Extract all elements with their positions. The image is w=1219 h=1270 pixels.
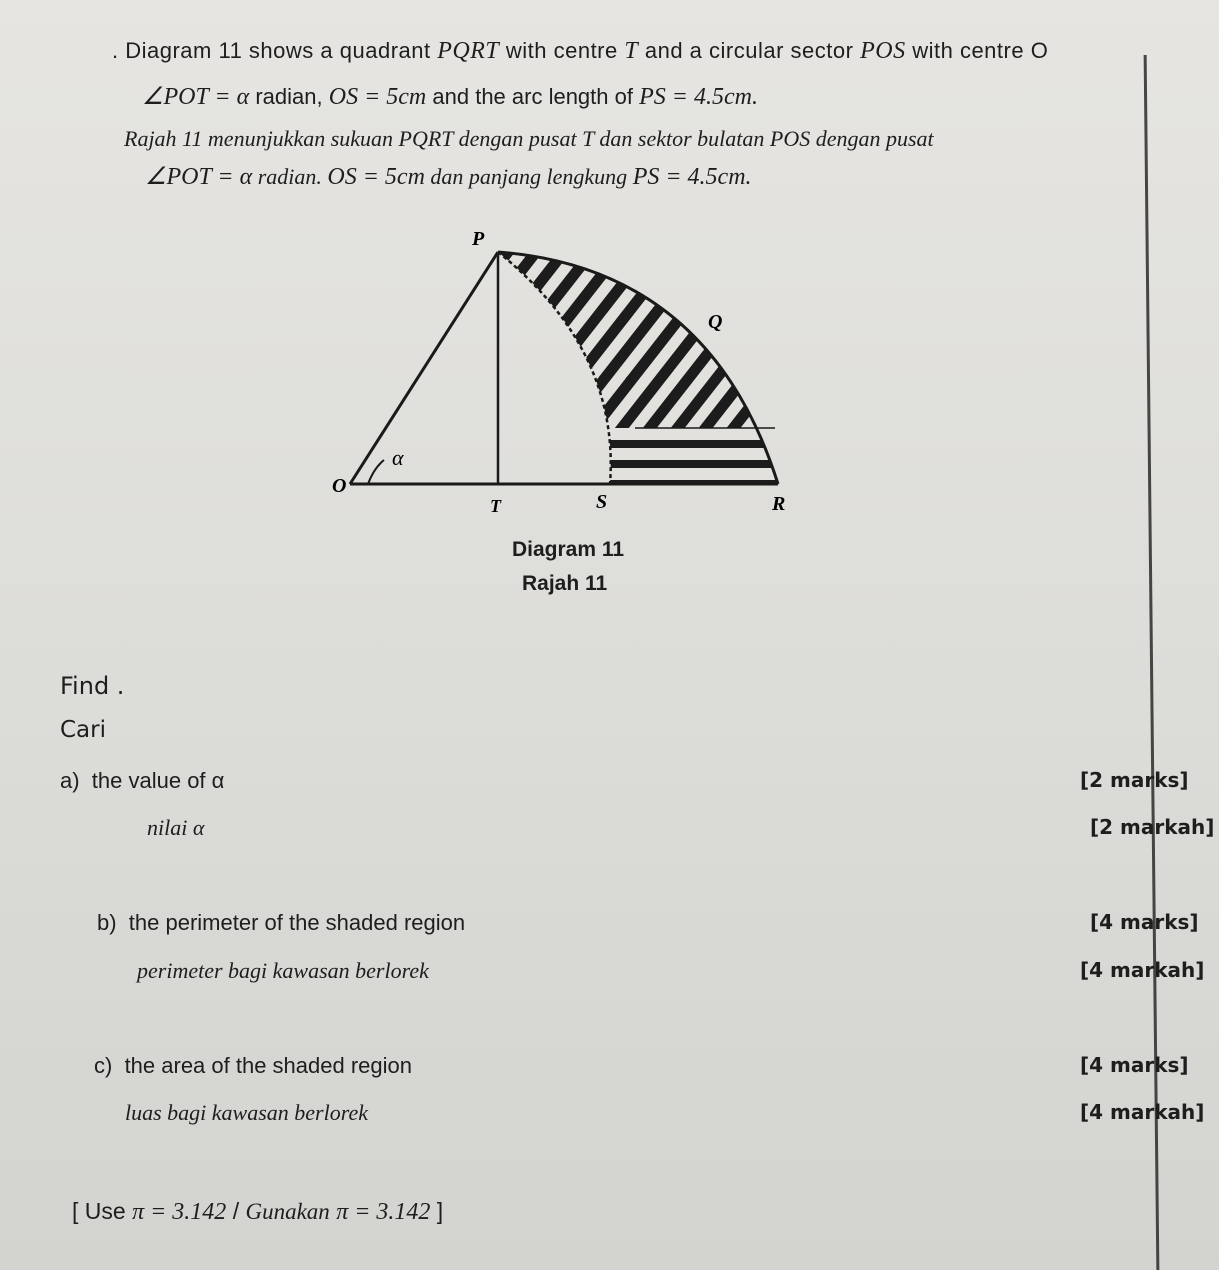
label-S: S	[596, 491, 608, 513]
intro-math: PS = 4.5cm.	[639, 84, 758, 110]
intro-text: dan panjang lengkung	[430, 164, 628, 189]
intro-text: radian,	[255, 84, 323, 109]
pi-value-ms: π = 3.142	[336, 1199, 431, 1225]
question-b-ms: perimeter bagi kawasan berlorek	[137, 958, 429, 983]
intro-math: T	[624, 38, 639, 64]
line-OP	[350, 252, 498, 484]
question-label: a)	[60, 768, 80, 793]
intro-text: with centre O	[912, 38, 1049, 63]
question-c-ms: luas bagi kawasan berlorek	[125, 1100, 368, 1125]
find-heading: Find .	[60, 672, 125, 700]
question-a-ms: nilai α	[147, 815, 205, 840]
intro-text: and a circular sector	[644, 38, 854, 63]
separator: /	[232, 1198, 240, 1224]
close-bracket: ]	[436, 1198, 444, 1224]
question-c-marks-ms: [4 markah]	[1080, 1100, 1205, 1124]
intro-math: POS	[860, 38, 906, 64]
intro-math: PS = 4.5cm.	[632, 164, 752, 190]
diagram-caption-en: Diagram 11	[512, 538, 625, 561]
question-c-marks-en: [4 marks]	[1080, 1053, 1189, 1077]
pi-instruction	[72, 1198, 443, 1226]
question-a-marks-ms: [2 markah]	[1090, 815, 1215, 839]
bullet: .	[112, 38, 126, 63]
label-alpha: α	[392, 445, 404, 470]
intro-text: radian.	[257, 164, 322, 189]
question-a-marks-en: [2 marks]	[1080, 768, 1189, 792]
shaded-region	[498, 252, 778, 484]
question-text: the area of the shaded region	[124, 1053, 413, 1078]
question-b-marks-en: [4 marks]	[1090, 910, 1199, 934]
intro-text: and the arc length of	[432, 84, 633, 109]
intro-text: with centre	[505, 38, 618, 63]
label-R: R	[772, 493, 786, 515]
question-text: the perimeter of the shaded region	[128, 910, 466, 935]
question-label: b)	[97, 910, 117, 935]
cari-heading: Cari	[60, 717, 106, 743]
intro-math: ∠POT = α	[145, 164, 253, 190]
question-c-en	[94, 1053, 412, 1079]
intro-text: Diagram 11 shows a quadrant	[125, 38, 431, 63]
angle-arc	[368, 460, 384, 484]
label-Q: Q	[708, 311, 723, 333]
intro-math: OS = 5cm	[328, 84, 427, 110]
question-b-marks-ms: [4 markah]	[1080, 958, 1205, 982]
intro-math: ∠POT = α	[142, 84, 250, 110]
question-a-en	[60, 768, 224, 794]
use-label: [ Use	[72, 1198, 126, 1224]
question-label: c)	[94, 1053, 113, 1078]
question-b-en	[97, 910, 465, 936]
intro-ms-line1: Rajah 11 menunjukkan sukuan PQRT dengan pusat T dan sektor bulatan POS dengan pusat	[124, 126, 934, 151]
label-T: T	[490, 496, 501, 516]
pi-value-en: π = 3.142	[132, 1199, 227, 1225]
label-O: O	[332, 475, 347, 497]
label-P: P	[472, 228, 485, 250]
gunakan-label: Gunakan	[245, 1199, 330, 1224]
diagram-caption-ms: Rajah 11	[522, 572, 608, 595]
intro-math: PQRT	[437, 38, 500, 64]
intro-math: OS = 5cm	[327, 164, 425, 190]
question-text: the value of α	[91, 768, 225, 793]
